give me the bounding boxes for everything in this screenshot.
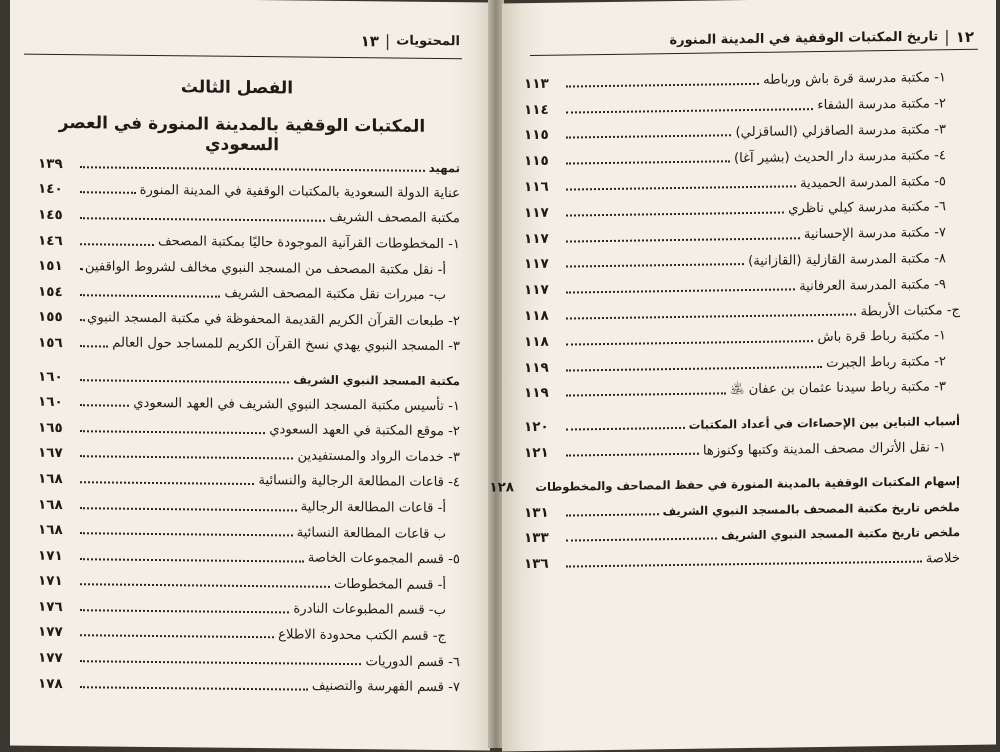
toc-entry-page-number: ١١٩: [524, 385, 549, 402]
toc-leader-dots: [80, 192, 136, 195]
toc-entry-page-number: ١٥٤: [38, 283, 63, 300]
toc-entry-page-number: ١٦٧: [38, 445, 63, 462]
toc-entry-title: ٣- المسجد النبوي يهدي نسخ القرآن الكريم للمساجد حول العالم: [112, 336, 460, 355]
toc-entry: [524, 545, 960, 577]
toc-entry-page-number: ١٦٠: [38, 393, 63, 411]
chapter-subtitle: المكتبات الوقفية بالمدينة المنورة في العصر السعودي: [58, 112, 426, 156]
toc-entry: [524, 434, 960, 466]
toc-entry-title: ج- قسم الكتب محدودة الاطلاع: [278, 627, 446, 645]
toc-entry-page-number: ١٦٥: [38, 419, 63, 436]
toc-leader-dots: [80, 532, 293, 536]
toc-leader-dots: [80, 294, 220, 297]
toc-entry-title: ١- نقل الأتراك مصحف المدينة وكتبها وكنوزها: [702, 439, 946, 459]
toc-entry-title: أ- قاعات المطالعة الرجالية: [300, 499, 446, 517]
toc-entry: [38, 671, 460, 701]
toc-entry-title: ٢- مكتبة مدرسة الشفاء: [817, 96, 946, 114]
toc-leader-dots: [80, 404, 129, 407]
toc-entry-title: أ- نقل مكتبة المصحف من المسجد النبوي مخالف لشروط الواقفين: [84, 258, 446, 278]
toc-leader-dots: [566, 108, 813, 113]
toc-entry-page-number: ١١٨: [524, 333, 549, 351]
toc-leader-dots: [80, 481, 254, 485]
toc-entry-page-number: ١١٧: [524, 256, 549, 273]
toc-entry-title: ملخص تاريخ مكتبة المصحف بالمسجد النبوي الشريف: [662, 499, 960, 518]
toc-entry-page-number: ١٦٠: [38, 368, 63, 385]
toc-entry-title: ٧- مكتبة مدرسة الإحسانية: [803, 225, 946, 243]
toc-entry-title: ٢- طبعات القرآن الكريم القديمة المحفوظة في مكتبة المسجد النبوي: [87, 310, 460, 330]
toc-leader-dots: [80, 166, 425, 172]
toc-entry-page-number: ١٦٨: [38, 496, 63, 513]
toc-leader-dots: [80, 268, 81, 270]
right-running-title: تاريخ المكتبات الوقفية في المدينة المنورة: [669, 29, 939, 49]
toc-leader-dots: [566, 561, 922, 568]
toc-entry-page-number: ١١٥: [524, 127, 549, 144]
toc-leader-dots: [80, 430, 265, 434]
toc-entry-title: ٦- قسم الدوريات: [365, 653, 460, 670]
toc-entry-title: أ- قسم المخطوطات: [333, 576, 446, 593]
toc-entry-page-number: ١٥١: [38, 257, 63, 275]
toc-entry-title: ٢- مكتبة رباط الجبرت: [826, 354, 946, 372]
toc-leader-dots: [80, 635, 274, 639]
left-running-header: [30, 28, 460, 52]
toc-entry-title: ملخص تاريخ مكتبة المسجد النبوي الشريف: [721, 525, 960, 543]
toc-leader-dots: [80, 217, 325, 222]
toc-entry-title: ٥- مكتبة المدرسة الحميدية: [800, 173, 946, 191]
toc-entry-page-number: ١٧١: [38, 573, 63, 590]
toc-leader-dots: [80, 584, 330, 589]
toc-entry-title: ٢- موقع المكتبة في العهد السعودي: [269, 422, 460, 440]
toc-entry-title: ٤- قاعات المطالعة الرجالية والنسائية: [258, 473, 460, 491]
toc-entry-page-number: ١٦٨: [38, 470, 63, 487]
toc-leader-dots: [80, 456, 293, 460]
toc-leader-dots: [80, 320, 83, 322]
toc-leader-dots: [566, 185, 796, 190]
toc-entry-page-number: ١١٩: [524, 359, 549, 376]
left-header-rule: [24, 54, 462, 60]
toc-entry-page-number: ١١٨: [524, 307, 549, 325]
toc-entry-page-number: ١٣٣: [524, 530, 549, 547]
toc-leader-dots: [566, 538, 717, 542]
toc-entry-title: ب- مبررات نقل مكتبة المصحف الشريف: [224, 285, 446, 304]
toc-leader-dots: [80, 345, 108, 347]
toc-entry-title: تمهيد: [428, 160, 460, 175]
left-page-number: ١٣: [360, 31, 379, 50]
toc-entry-page-number: ١٢١: [524, 444, 549, 462]
toc-entry-title: إسهام المكتبات الوقفية بالمدينة المنورة في حفظ المصاحف والمخطوطات: [535, 473, 960, 494]
toc-entry-title: أسباب التباين بين الإحصاءات في أعداد المكتبات: [688, 414, 960, 433]
toc-entry-title: ٣- مكتبة مدرسة الصاقزلي (الساقزلي): [735, 122, 946, 141]
toc-entry-page-number: ١٣١: [524, 504, 549, 521]
toc-entry-page-number: ١٢٠: [524, 419, 549, 436]
left-page: [10, 0, 490, 751]
left-running-title: المحتويات: [396, 33, 460, 50]
toc-entry-title: عناية الدولة السعودية بالمكتبات الوقفية في المدينة المنورة: [139, 182, 460, 202]
toc-entry-title: ١- مكتبة رباط قرة باش: [817, 328, 946, 346]
toc-entry-page-number: ١٣٩: [38, 155, 63, 172]
toc-entry-page-number: ١٧٨: [38, 675, 63, 692]
toc-entry-title: ١- تأسيس مكتبة المسجد النبوي الشريف في العهد السعودي: [133, 395, 460, 414]
toc-leader-dots: [566, 340, 813, 345]
toc-leader-dots: [566, 264, 744, 268]
toc-entry-title: ٩- مكتبة المدرسة العرفانية: [799, 277, 946, 295]
chapter-title: الفصل الثالث: [180, 77, 294, 99]
right-toc-list: [489, 65, 960, 577]
toc-leader-dots: [566, 83, 759, 88]
toc-entry-title: مكتبة المصحف الشريف: [329, 210, 460, 227]
toc-leader-dots: [80, 686, 308, 690]
toc-entry: [524, 375, 960, 407]
toc-entry-page-number: ١٥٦: [38, 334, 63, 351]
right-running-header: [532, 27, 974, 52]
toc-leader-dots: [566, 211, 784, 216]
toc-leader-dots: [566, 366, 822, 372]
toc-entry-page-number: ١١٣: [524, 75, 549, 93]
header-separator: |: [384, 31, 391, 51]
toc-entry-title: ١- مكتبة مدرسة قرة باش ورباطه: [763, 70, 946, 89]
toc-entry-page-number: ١١٧: [524, 282, 549, 299]
toc-entry-page-number: ١١٧: [524, 204, 549, 222]
toc-leader-dots: [80, 243, 154, 246]
toc-leader-dots: [566, 161, 730, 165]
right-page: [489, 0, 996, 751]
toc-leader-dots: [566, 453, 699, 457]
toc-entry-page-number: ١١٧: [524, 230, 549, 247]
toc-leader-dots: [566, 314, 856, 320]
toc-leader-dots: [80, 379, 289, 383]
toc-entry-page-number: ١٢٨: [489, 479, 515, 496]
toc-entry-title: ب- قسم المطبوعات النادرة: [293, 601, 446, 619]
right-page-number: ١٢: [955, 27, 974, 46]
left-toc-list: [38, 151, 460, 701]
toc-entry-title: ج- مكتبات الأربطة: [860, 302, 960, 320]
toc-entry-page-number: ١٥٥: [38, 309, 63, 326]
toc-entry-page-number: ١٤٠: [38, 181, 63, 198]
toc-leader-dots: [80, 558, 304, 562]
toc-entry-title: ٥- قسم المجموعات الخاصة: [307, 550, 460, 568]
toc-entry-title: ٣- خدمات الرواد والمستفيدين: [297, 448, 460, 466]
toc-entry-title: ٦- مكتبة مدرسة كيلي ناظري: [788, 199, 946, 217]
toc-entry-page-number: ١١٦: [524, 178, 549, 196]
toc-entry-page-number: ١٧٧: [38, 624, 63, 641]
toc-entry-page-number: ١٧٦: [38, 598, 63, 615]
toc-leader-dots: [566, 135, 731, 139]
toc-entry-page-number: ١٤٥: [38, 206, 63, 224]
toc-entry: [38, 330, 460, 360]
toc-leader-dots: [566, 513, 659, 516]
toc-entry-page-number: ١١٤: [524, 101, 549, 118]
toc-leader-dots: [566, 427, 685, 431]
toc-entry-title: ٤- مكتبة مدرسة دار الحديث (بشير آغا): [733, 148, 946, 166]
toc-entry-title: ٧- قسم الفهرسة والتصنيف: [311, 678, 460, 696]
toc-entry-title: ٣- مكتبة رباط سيدنا عثمان بن عفان ﵁: [729, 379, 946, 398]
toc-leader-dots: [566, 289, 795, 294]
toc-leader-dots: [566, 393, 726, 397]
toc-entry-title: ٨- مكتبة المدرسة القازلية (القازانية): [748, 251, 946, 269]
toc-entry-title: مكتبة المسجد النبوي الشريف: [293, 372, 460, 388]
toc-entry-title: ١- المخطوطات القرآنية الموجودة حاليًا بمكتبة المصحف: [158, 234, 460, 253]
toc-entry-page-number: ١٤٦: [38, 232, 63, 249]
toc-entry-page-number: ١٣٦: [524, 556, 549, 573]
toc-entry-page-number: ١١٥: [524, 153, 549, 170]
toc-entry-page-number: ١٦٨: [38, 521, 63, 539]
toc-entry-title: ب قاعات المطالعة النسائية: [296, 525, 446, 542]
toc-leader-dots: [80, 507, 297, 511]
toc-leader-dots: [566, 237, 800, 242]
toc-entry-page-number: ١٧١: [38, 547, 63, 564]
toc-entry-page-number: ١٧٧: [38, 649, 63, 667]
toc-leader-dots: [80, 609, 289, 613]
header-separator: |: [944, 27, 950, 47]
toc-leader-dots: [80, 660, 361, 665]
toc-entry-title: خلاصة: [925, 550, 960, 567]
